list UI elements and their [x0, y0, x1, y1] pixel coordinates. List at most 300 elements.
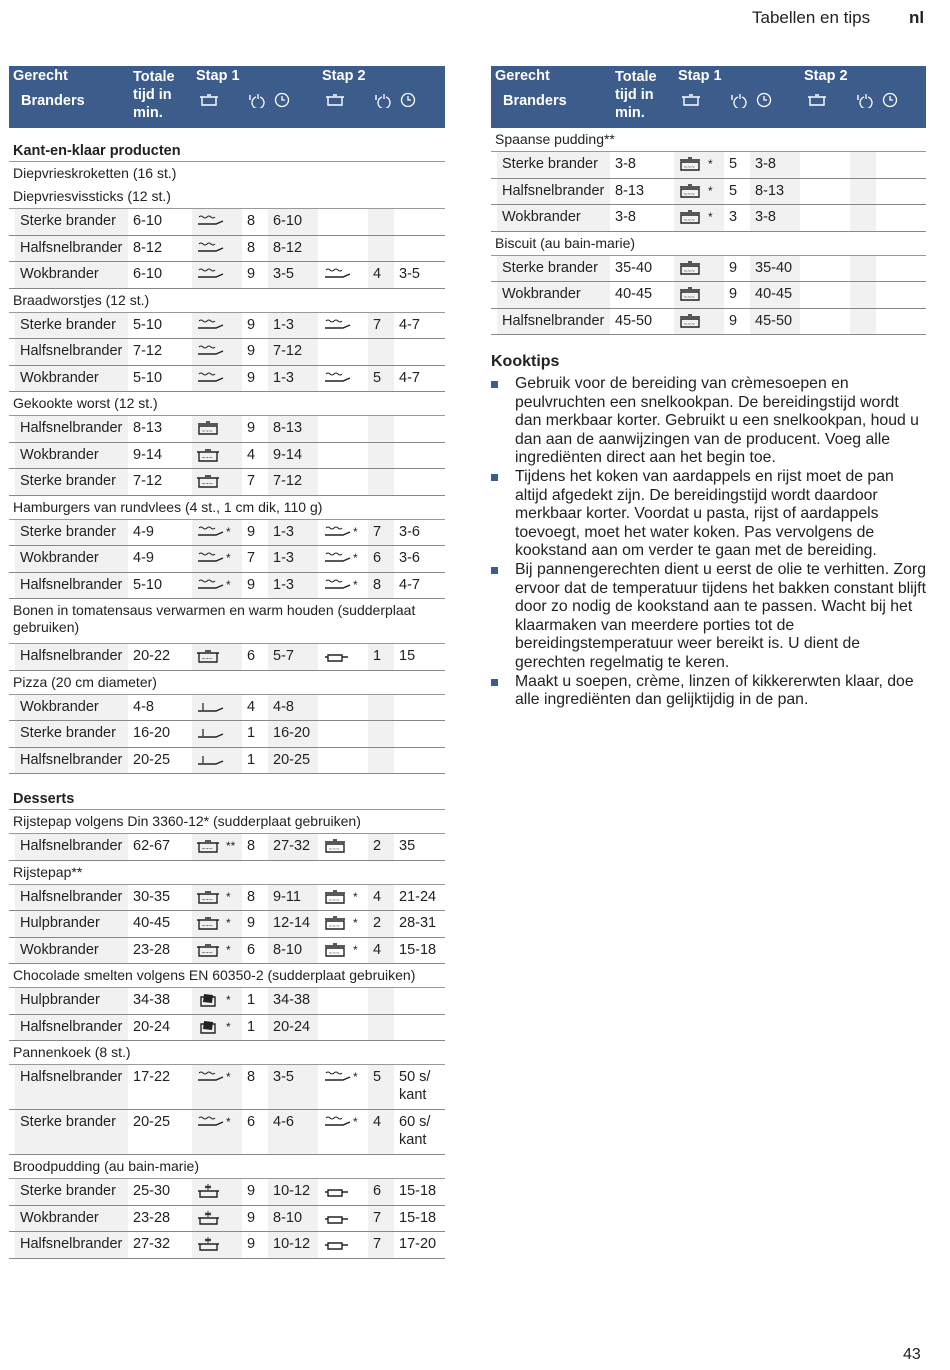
step1-cookware: [192, 262, 242, 288]
bullet-icon: [491, 468, 515, 561]
step1-cookware: [674, 256, 724, 282]
kooktip-text: Gebruik voor de bereiding van crèmesoepen en peulvruchten een snelkookpan. De bereidingstijd wordt dan merkbaar korter. Gebruikt u een snelkookpan, houd u dan aan de aanwijzingen van de producent. Voeg alle ingrediënten direct aan het begin toe.: [515, 375, 919, 467]
header-totale: Totale tijd in min.: [133, 69, 175, 121]
total-time: 4-8: [133, 698, 154, 715]
step1-power: 6: [247, 1114, 256, 1130]
table-header: [9, 66, 445, 128]
step1-cookware: [192, 1015, 242, 1041]
step1-time: 4-8: [268, 695, 318, 721]
burner-name: Halfsnelbrander: [15, 1065, 128, 1109]
step2-cookware: [318, 313, 368, 339]
step2-time: 50 s/ kant: [399, 1069, 431, 1103]
kooktip-item: [491, 673, 926, 710]
step1-power: 9: [247, 1183, 256, 1199]
table-row: [9, 1015, 445, 1042]
table-row: [9, 546, 445, 573]
burner-name: Halfsnelbrander: [15, 573, 128, 599]
step2-cookware: [800, 309, 850, 335]
dish-name: Pannenkoek (8 st.): [9, 1041, 445, 1065]
step1-time: 8-10: [268, 1206, 318, 1232]
step1-cookware: [192, 469, 242, 495]
fry-icon: [195, 1113, 225, 1131]
burner-name: Sterke brander: [497, 152, 610, 178]
step2-cookware: [318, 885, 368, 911]
table-row: [9, 1206, 445, 1233]
kooktips-list: [491, 375, 926, 710]
burner-name: Wokbrander: [15, 938, 128, 964]
step1-power: 9: [729, 312, 738, 329]
bullet-icon: [491, 673, 515, 710]
fry-icon: [322, 549, 352, 567]
total-time: 6-10: [133, 266, 163, 282]
bullet-icon: [491, 561, 515, 673]
step2-time: [876, 309, 926, 335]
step2-power: [368, 469, 394, 495]
step1-power: 8: [247, 1069, 256, 1085]
potlid-icon: [195, 419, 225, 437]
pot-icon: [195, 914, 225, 932]
dish-name: Biscuit (au bain-marie): [491, 232, 926, 256]
fry-icon: [195, 265, 225, 283]
potlid-icon: [677, 182, 707, 200]
step1-cookware: [192, 1179, 242, 1205]
power-level-icon: [854, 92, 874, 108]
dish-name: Chocolade smelten volgens EN 60350-2 (sudderplaat gebruiken): [9, 964, 445, 988]
step2-time: 3-6: [399, 523, 420, 540]
table-row: [9, 938, 445, 965]
step1-cookware: [674, 309, 724, 335]
total-time: 6-10: [133, 213, 163, 229]
burner-name: Sterke brander: [15, 1110, 128, 1154]
total-time: 40-45: [615, 286, 653, 302]
table-row: [491, 205, 926, 232]
total-time: 40-45: [133, 915, 171, 931]
power-level-icon: [728, 92, 748, 108]
step1-time: 3-5: [268, 1065, 318, 1109]
total-time: 5-10: [133, 576, 163, 593]
total-time: 4-9: [133, 523, 154, 540]
step1-time: 8-13: [268, 416, 318, 442]
section-title: Desserts: [9, 782, 445, 810]
fry-icon: [195, 576, 225, 594]
cookware-icon: [325, 92, 345, 108]
step1-cookware: [674, 282, 724, 308]
total-time: 8-12: [133, 239, 163, 256]
total-time: 9-14: [133, 446, 163, 463]
step1-power: 9: [247, 266, 256, 282]
step2-time: 15-18: [399, 1209, 437, 1226]
table-row: [9, 520, 445, 547]
step1-cookware: [192, 1065, 242, 1109]
table-row: [491, 282, 926, 309]
burner-name: Sterke brander: [15, 520, 128, 546]
step2-time: [394, 469, 444, 495]
dish-name: Gekookte worst (12 st.): [9, 392, 445, 416]
step1-time: 1-3: [268, 573, 318, 599]
step1-time: 1-3: [268, 546, 318, 572]
table-row: [9, 416, 445, 443]
total-time: 3-8: [615, 156, 636, 172]
table-row: [9, 366, 445, 393]
kooktip-text: Tijdens het koken van aardappels en rijst moet de pan altijd afgedekt zijn. De bereidingstijd wordt daardoor merkbaar korter. Voordat u pasta, rijst of aardappels toevoegt, moet het water koken. Pas vervolgens de kookstand aan om verder te gaan met de bereiding.: [515, 467, 894, 560]
fry-icon: [322, 316, 352, 334]
step2-time: 15-18: [399, 941, 437, 958]
total-time: 16-20: [133, 725, 171, 741]
step2-cookware: [318, 1110, 368, 1154]
kooktip-item: [491, 375, 926, 468]
step1-cookware: [192, 546, 242, 572]
total-time: 20-25: [133, 751, 171, 768]
burner-name: Halfsnelbrander: [15, 748, 128, 774]
step1-power: 3: [729, 209, 738, 225]
total-time: 20-25: [133, 1114, 171, 1130]
cookware-icon: [681, 92, 701, 108]
step1-power: 1: [247, 725, 256, 741]
step2-cookware: [318, 644, 368, 670]
step1-power: 9: [247, 316, 256, 333]
step2-power: [850, 309, 876, 335]
burner-name: Halfsnelbrander: [15, 1232, 128, 1258]
step1-time: 3-8: [750, 152, 800, 178]
total-time: 27-32: [133, 1236, 171, 1252]
step2-time: 60 s/ kant: [399, 1114, 431, 1148]
step1-cookware: [192, 748, 242, 774]
header-stap2: Stap 2: [322, 68, 366, 84]
burner-name: Halfsnelbrander: [15, 834, 128, 860]
step1-time: 40-45: [750, 282, 800, 308]
step2-power: 7: [368, 1206, 394, 1232]
fry-icon: [322, 1068, 352, 1086]
step2-power: 1: [368, 644, 394, 670]
step2-cookware: [318, 520, 368, 546]
step1-cookware: [674, 179, 724, 205]
total-time: 3-8: [615, 209, 636, 225]
footnote-mark: *: [226, 1019, 231, 1034]
step2-power: 2: [368, 834, 394, 860]
kooktip-item: [491, 468, 926, 561]
burner-name: Halfsnelbrander: [497, 179, 610, 205]
footnote-mark: *: [353, 1070, 358, 1084]
step2-power: [368, 443, 394, 469]
fry-icon: [322, 1113, 352, 1131]
footnote-mark: *: [353, 551, 358, 565]
step2-time: [394, 695, 444, 721]
footnote-mark: *: [226, 551, 231, 565]
burner-name: Hulpbrander: [15, 988, 128, 1014]
total-time: 25-30: [133, 1183, 171, 1199]
burner-name: Wokbrander: [15, 546, 128, 572]
step2-cookware: [318, 911, 368, 937]
total-time: 7-12: [133, 343, 163, 359]
choc-icon: [195, 991, 225, 1009]
clock-icon: [880, 92, 900, 108]
power-level-icon: [246, 92, 266, 108]
step2-time: [394, 339, 444, 365]
step1-time: 7-12: [268, 469, 318, 495]
kooktip-text: Bij pannengerechten dient u eerst de olie te verhitten. Zorg ervoor dat de temperatuur tijdens het bakken constant blijft door zo nodig de kookstand aan te passen. Wacht bij het klaarmaken van meerdere porties tot de bereidingstemperatuur weer bereikt is. U dient de gerechten regelmatig te keren.: [515, 560, 926, 671]
step1-time: 45-50: [750, 309, 800, 335]
small-icon: [322, 1182, 352, 1200]
table-row: [491, 152, 926, 179]
table-row: [9, 885, 445, 912]
step1-time: 27-32: [268, 834, 318, 860]
step1-power: 9: [729, 259, 738, 276]
footnote-mark: *: [353, 942, 358, 957]
dish-name: Broodpudding (au bain-marie): [9, 1155, 445, 1179]
footnote-mark: *: [226, 942, 231, 957]
step2-time: [876, 179, 926, 205]
step2-power: 4: [368, 938, 394, 964]
table-row: [9, 988, 445, 1015]
step2-time: 15: [399, 648, 416, 664]
footnote-mark: *: [226, 577, 231, 592]
step1-power: 9: [729, 286, 738, 302]
small-icon: [322, 1209, 352, 1227]
step1-cookware: [192, 644, 242, 670]
step1-time: 1-3: [268, 520, 318, 546]
fry-icon: [195, 342, 225, 360]
burner-name: Wokbrander: [15, 1206, 128, 1232]
total-time: 20-24: [133, 1018, 171, 1035]
total-time: 23-28: [133, 941, 171, 958]
step1-power: 9: [247, 343, 256, 359]
step2-power: [368, 236, 394, 262]
step2-time: 4-7: [399, 316, 420, 333]
footnote-mark: *: [353, 916, 358, 930]
total-time: 7-12: [133, 473, 163, 489]
step1-time: 34-38: [268, 988, 318, 1014]
step1-power: 9: [247, 369, 256, 386]
step2-cookware: [318, 1065, 368, 1109]
step1-power: 9: [247, 915, 256, 931]
bain-icon: [195, 1182, 225, 1200]
cooking-table-left: [9, 66, 445, 1259]
step2-time: 17-20: [399, 1236, 437, 1252]
burner-name: Sterke brander: [15, 209, 128, 235]
step2-cookware: [318, 339, 368, 365]
step1-cookware: [192, 885, 242, 911]
table-row: [9, 834, 445, 861]
potlid-icon: [677, 285, 707, 303]
header-gerecht: Gerecht: [13, 68, 68, 84]
burner-name: Halfsnelbrander: [15, 885, 128, 911]
header-stap2: Stap 2: [804, 68, 848, 84]
step1-time: 12-14: [268, 911, 318, 937]
total-time: 45-50: [615, 312, 653, 329]
step2-power: [368, 748, 394, 774]
table-row: [9, 1110, 445, 1155]
total-time: 17-22: [133, 1069, 171, 1085]
step2-cookware: [318, 721, 368, 747]
step2-power: [850, 179, 876, 205]
step2-power: 7: [368, 520, 394, 546]
step1-time: 4-6: [268, 1110, 318, 1154]
step2-power: [850, 282, 876, 308]
cookware-icon: [199, 92, 219, 108]
dish-name: Bonen in tomatensaus verwarmen en warm houden (sudderplaat gebruiken): [9, 599, 445, 644]
table-row: [9, 1179, 445, 1206]
step2-power: [368, 339, 394, 365]
potlid-icon: [677, 312, 707, 330]
total-time: 30-35: [133, 888, 171, 905]
total-time: 5-10: [133, 316, 163, 333]
burner-name: Wokbrander: [15, 366, 128, 392]
header-branders: Branders: [503, 93, 567, 109]
table-row: [9, 209, 445, 236]
clock-icon: [272, 92, 292, 108]
step2-cookware: [318, 443, 368, 469]
step2-time: 3-5: [399, 266, 420, 282]
step2-time: [394, 443, 444, 469]
step2-power: [368, 988, 394, 1014]
table-row: [491, 256, 926, 283]
step1-power: 7: [247, 473, 256, 489]
step1-time: 1-3: [268, 366, 318, 392]
bullet-icon: [491, 375, 515, 468]
step1-time: 35-40: [750, 256, 800, 282]
step1-power: 8: [247, 239, 256, 256]
step2-power: 5: [368, 1065, 394, 1109]
step1-power: 6: [247, 648, 256, 664]
fry-icon: [322, 523, 352, 541]
step1-power: 5: [729, 182, 738, 199]
step1-power: 1: [247, 992, 256, 1008]
potlid-icon: [677, 155, 707, 173]
bain-icon: [195, 1235, 225, 1253]
fry-icon: [195, 1068, 225, 1086]
footnote-mark: *: [708, 183, 713, 198]
burner-name: Hulpbrander: [15, 911, 128, 937]
step2-power: 5: [368, 366, 394, 392]
potlid-icon: [322, 914, 352, 932]
step1-cookware: [192, 209, 242, 235]
potlid-icon: [677, 208, 707, 226]
footnote-mark: *: [708, 157, 713, 171]
footnote-mark: **: [226, 839, 236, 853]
step2-time: [394, 209, 444, 235]
step1-time: 9-11: [268, 885, 318, 911]
step2-cookware: [318, 573, 368, 599]
step2-power: 4: [368, 1110, 394, 1154]
table-row: [9, 1065, 445, 1110]
footnote-mark: *: [353, 524, 358, 539]
dish-name: Rijstepap**: [9, 861, 445, 885]
footnote-mark: *: [226, 1070, 231, 1084]
step1-time: 3-5: [268, 262, 318, 288]
step1-cookware: [192, 911, 242, 937]
table-row: [9, 644, 445, 671]
step1-power: 4: [247, 698, 256, 715]
dish-name: Pizza (20 cm diameter): [9, 671, 445, 695]
step2-cookware: [318, 1179, 368, 1205]
step1-power: 1: [247, 751, 256, 768]
total-time: 8-13: [133, 420, 163, 436]
step1-time: 20-25: [268, 748, 318, 774]
step2-power: 2: [368, 911, 394, 937]
footnote-mark: *: [353, 577, 358, 592]
step1-cookware: [192, 313, 242, 339]
step2-cookware: [318, 1206, 368, 1232]
step2-power: 8: [368, 573, 394, 599]
step1-cookware: [192, 721, 242, 747]
dish-name: Spaanse pudding**: [491, 128, 926, 152]
table-row: [9, 721, 445, 748]
total-time: 8-13: [615, 182, 645, 199]
step1-power: 8: [247, 838, 256, 854]
step2-cookware: [800, 256, 850, 282]
step2-time: 4-7: [399, 576, 420, 593]
step2-time: [394, 721, 444, 747]
header-branders: Branders: [21, 93, 85, 109]
pot-icon: [195, 647, 225, 665]
total-time: 35-40: [615, 259, 653, 276]
burner-name: Sterke brander: [15, 1179, 128, 1205]
step2-cookware: [318, 546, 368, 572]
header-stap1: Stap 1: [678, 68, 722, 84]
step1-cookware: [192, 988, 242, 1014]
step2-power: [850, 256, 876, 282]
dish-name: Braadworstjes (12 st.): [9, 289, 445, 313]
step1-cookware: [674, 152, 724, 178]
step1-time: 20-24: [268, 1015, 318, 1041]
step1-time: 1-3: [268, 313, 318, 339]
table-row: [9, 573, 445, 600]
burner-name: Halfsnelbrander: [15, 339, 128, 365]
fry-icon: [322, 265, 352, 283]
step1-power: 8: [247, 213, 256, 229]
step2-cookware: [318, 1232, 368, 1258]
page-header-title: Tabellen en tips: [752, 8, 871, 27]
kooktip-item: [491, 561, 926, 673]
pizza-icon: [195, 698, 225, 716]
fry-icon: [322, 369, 352, 387]
table-row: [9, 236, 445, 263]
step1-time: 8-10: [268, 938, 318, 964]
step2-time: [394, 1015, 444, 1041]
fry-icon: [195, 316, 225, 334]
step2-power: 6: [368, 1179, 394, 1205]
table-row: [491, 179, 926, 206]
fry-icon: [195, 239, 225, 257]
kooktips-title: Kooktips: [491, 353, 560, 370]
pizza-icon: [195, 724, 225, 742]
step2-cookware: [318, 416, 368, 442]
burner-name: Sterke brander: [15, 469, 128, 495]
footnote-mark: *: [353, 889, 358, 904]
step2-time: [394, 988, 444, 1014]
pot-icon: [195, 837, 225, 855]
burner-name: Wokbrander: [15, 443, 128, 469]
burner-name: Wokbrander: [15, 262, 128, 288]
step1-time: 8-13: [750, 179, 800, 205]
potlid-icon: [322, 941, 352, 959]
table-row: [9, 443, 445, 470]
total-time: 5-10: [133, 369, 163, 386]
table-row: [9, 748, 445, 775]
step1-time: 3-8: [750, 205, 800, 231]
power-level-icon: [372, 92, 392, 108]
footnote-mark: *: [226, 916, 231, 930]
step2-cookware: [318, 262, 368, 288]
step1-cookware: [192, 1206, 242, 1232]
step2-cookware: [318, 988, 368, 1014]
step2-time: [876, 152, 926, 178]
step1-cookware: [192, 695, 242, 721]
step1-time: 10-12: [268, 1232, 318, 1258]
step2-power: 4: [368, 885, 394, 911]
step1-time: 8-12: [268, 236, 318, 262]
step1-time: 6-10: [268, 209, 318, 235]
